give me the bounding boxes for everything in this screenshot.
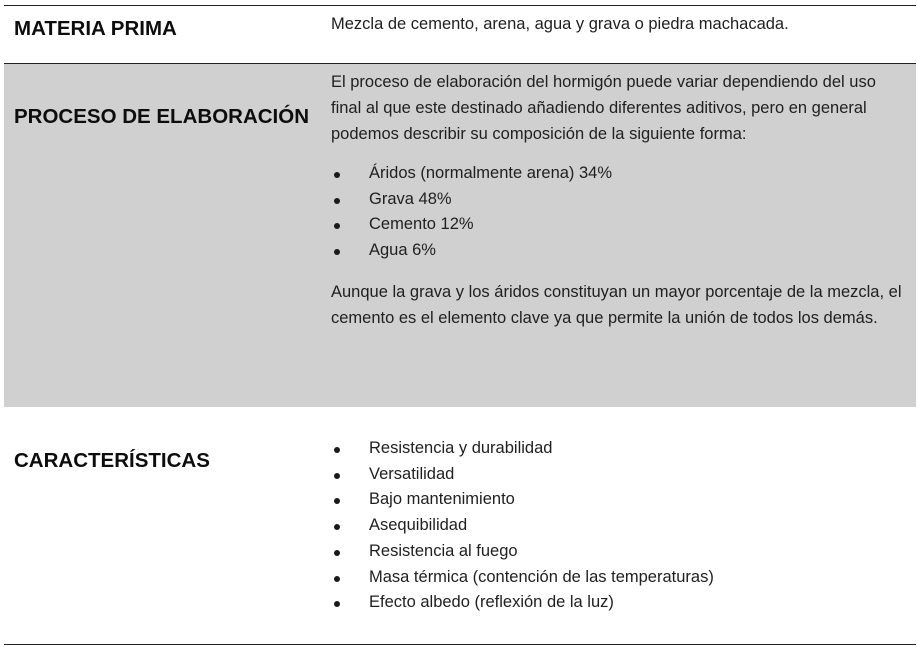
list-item-text: Efecto albedo (reflexión de la luz) bbox=[369, 593, 614, 612]
bullet-icon bbox=[334, 601, 340, 607]
bullet-icon bbox=[334, 172, 340, 178]
list-item-text: Asequibilidad bbox=[369, 516, 468, 535]
list-item-text: Bajo mantenimiento bbox=[369, 490, 515, 509]
bullet-icon bbox=[334, 447, 340, 453]
proceso-intro-text: El proceso de elaboración del hormigón puede variar dependiendo del uso final al que este destinado añadiendo diferentes aditivos, pero en general podemos describir su composición de la siguiente forma: bbox=[331, 73, 876, 143]
list-item bbox=[331, 539, 906, 565]
bullet-icon bbox=[334, 473, 340, 479]
list-item bbox=[331, 161, 906, 187]
list-item bbox=[331, 238, 906, 264]
list-item-text: Masa térmica (contención de las temperaturas) bbox=[369, 567, 714, 586]
row-label: MATERIA PRIMA bbox=[14, 17, 177, 40]
list-item bbox=[331, 487, 906, 513]
bullet-icon bbox=[334, 198, 340, 204]
row-proceso-elaboracion bbox=[4, 63, 916, 407]
row-caracteristicas bbox=[4, 407, 916, 645]
list-item-text: Agua 6% bbox=[369, 241, 436, 260]
bullet-icon bbox=[334, 249, 340, 255]
list-item-text: Cemento 12% bbox=[369, 215, 474, 234]
list-item bbox=[331, 212, 906, 238]
row-content bbox=[331, 69, 906, 331]
row-label: CARACTERÍSTICAS bbox=[14, 449, 210, 472]
composition-list bbox=[331, 161, 906, 264]
row-content bbox=[331, 436, 906, 616]
list-item-text: Resistencia al fuego bbox=[369, 541, 518, 560]
list-item-text: Grava 48% bbox=[369, 189, 452, 208]
bullet-icon bbox=[334, 524, 340, 530]
list-item-text: Áridos (normalmente arena) 34% bbox=[369, 164, 613, 182]
row-content bbox=[331, 11, 906, 37]
characteristics-list bbox=[331, 436, 906, 616]
list-item bbox=[331, 462, 906, 488]
list-item bbox=[331, 565, 906, 591]
proceso-closing-text: Aunque la grava y los áridos constituyan un mayor porcentaje de la mezcla, el cemento es el elemento clave ya que permite la unión de todos los demás. bbox=[331, 282, 902, 327]
list-item-text: Versatilidad bbox=[369, 464, 455, 483]
list-item bbox=[331, 513, 906, 539]
bullet-icon bbox=[334, 550, 340, 556]
list-item-text: Resistencia y durabilidad bbox=[369, 439, 553, 457]
bullet-icon bbox=[334, 223, 340, 229]
list-item bbox=[331, 590, 906, 616]
list-item bbox=[331, 187, 906, 213]
row-materia-prima bbox=[4, 5, 916, 63]
bullet-icon bbox=[334, 576, 340, 582]
bullet-icon bbox=[334, 498, 340, 504]
row-label: PROCESO DE ELABORACIÓN bbox=[14, 105, 309, 128]
list-item bbox=[331, 436, 906, 462]
materia-prima-text: Mezcla de cemento, arena, agua y grava o piedra machacada. bbox=[331, 15, 789, 33]
